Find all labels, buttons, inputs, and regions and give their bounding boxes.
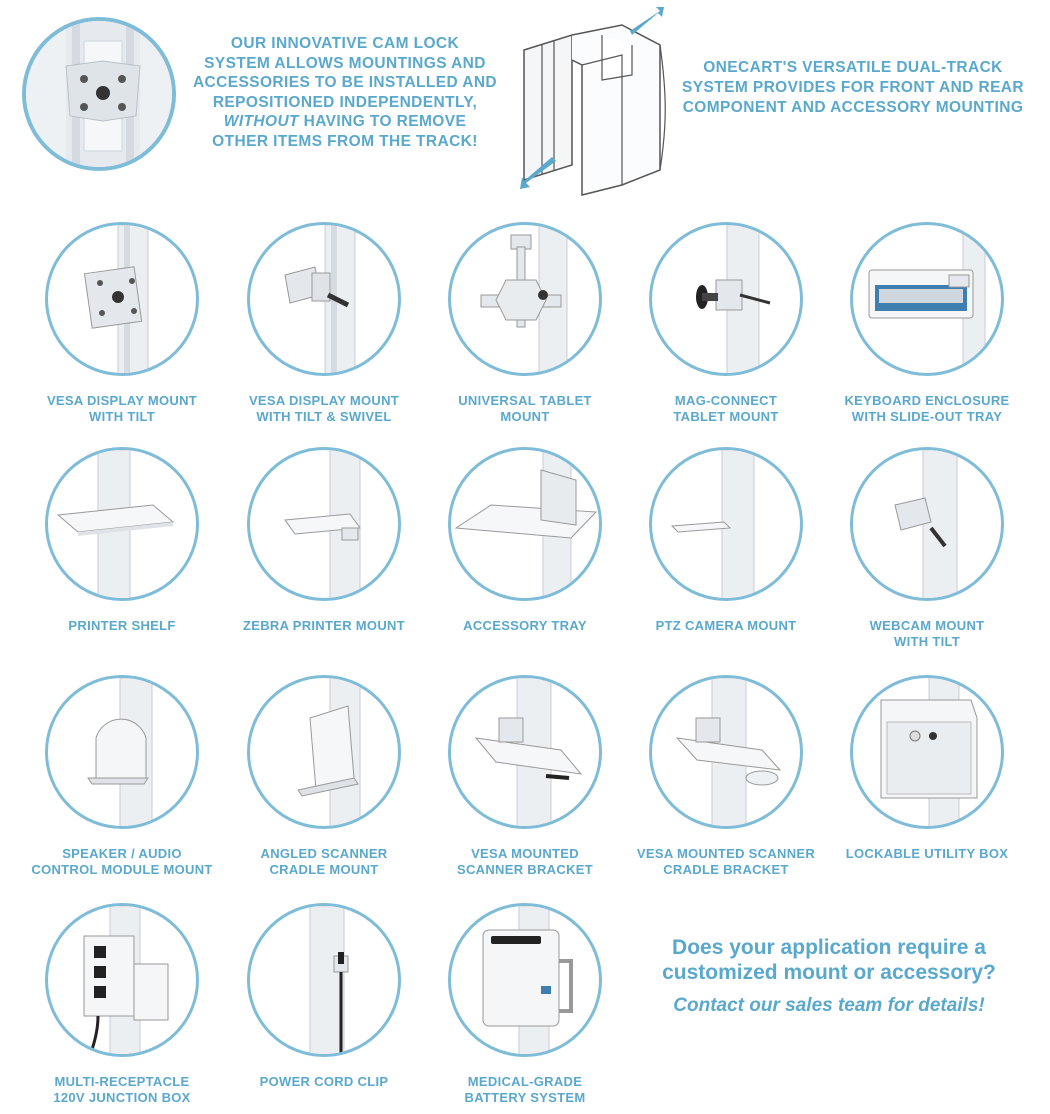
product-label: WEBCAM MOUNT WITH TILT [869, 618, 985, 649]
dual-track-profile-image [512, 5, 672, 200]
speaker-mount-icon [48, 678, 199, 829]
product-label: ANGLED SCANNER CRADLE MOUNT [260, 846, 388, 877]
product-zebra-printer-mount[interactable] [224, 447, 424, 634]
power-cord-clip-icon [250, 906, 401, 1057]
product-label: ZEBRA PRINTER MOUNT [243, 618, 405, 633]
product-vesa-display-mount-tilt-swivel[interactable] [224, 222, 424, 425]
intro-right-line: SYSTEM PROVIDES FOR FRONT AND REAR [682, 79, 1024, 96]
intro-right-line: ONECART'S VERSATILE DUAL-TRACK [703, 59, 1003, 76]
product-power-cord-clip[interactable] [224, 903, 424, 1090]
battery-system-icon [451, 906, 602, 1057]
vesa-swivel-icon [250, 225, 401, 376]
angled-scanner-icon [250, 678, 401, 829]
intro-left-line-rest: HAVING TO REMOVE [298, 113, 467, 130]
utility-box-icon [853, 678, 1004, 829]
product-image [448, 675, 602, 829]
product-image [45, 903, 199, 1057]
intro-left-line [180, 112, 510, 132]
ptz-camera-icon [652, 450, 803, 601]
accessory-tray-icon [451, 450, 602, 601]
product-image [649, 675, 803, 829]
vesa-tilt-icon [48, 225, 199, 376]
cam-lock-description [180, 34, 510, 151]
product-speaker-audio-mount[interactable] [22, 675, 222, 878]
printer-shelf-icon [48, 450, 199, 601]
product-image [247, 903, 401, 1057]
webcam-mount-icon [853, 450, 1004, 601]
product-universal-tablet-mount[interactable] [425, 222, 625, 425]
intro-left-line: OUR INNOVATIVE CAM LOCK [230, 35, 460, 52]
product-label: SPEAKER / AUDIO CONTROL MODULE MOUNT [31, 846, 213, 877]
product-vesa-scanner-cradle-bracket[interactable] [626, 675, 826, 878]
intro-left-line: OTHER ITEMS FROM THE TRACK! [212, 132, 478, 150]
product-label: MULTI-RECEPTACLE 120V JUNCTION BOX [53, 1074, 191, 1105]
contact-sales-link[interactable]: Contact our sales team for details! [673, 995, 985, 1016]
intro-right-line: COMPONENT AND ACCESSORY MOUNTING [682, 99, 1024, 116]
dual-track-illustration [512, 5, 672, 200]
keyboard-enclosure-icon [853, 225, 1004, 376]
product-label: ACCESSORY TRAY [463, 618, 587, 633]
product-image [247, 447, 401, 601]
custom-mount-question: Does your application require a customized mount or accessory? [662, 936, 996, 984]
product-mag-connect-tablet-mount[interactable] [626, 222, 826, 425]
cam-lock-illustration [26, 21, 176, 171]
product-image [448, 222, 602, 376]
product-image [850, 447, 1004, 601]
product-image [649, 222, 803, 376]
scanner-bracket-icon [451, 678, 602, 829]
mag-connect-icon [652, 225, 803, 376]
product-image [45, 675, 199, 829]
product-label: MEDICAL-GRADE BATTERY SYSTEM [464, 1074, 586, 1105]
product-image [45, 222, 199, 376]
product-multi-receptacle-junction-box[interactable] [22, 903, 222, 1106]
product-image [247, 222, 401, 376]
product-image [850, 222, 1004, 376]
intro-left-line: SYSTEM ALLOWS MOUNTINGS AND [204, 54, 486, 72]
product-image [45, 447, 199, 601]
intro-left-line: REPOSITIONED INDEPENDENTLY, [212, 93, 478, 111]
product-lockable-utility-box[interactable] [827, 675, 1027, 862]
product-image [448, 447, 602, 601]
intro-left-emphasis: WITHOUT [223, 113, 299, 130]
product-label: VESA DISPLAY MOUNT WITH TILT [46, 393, 198, 424]
product-label: PTZ CAMERA MOUNT [655, 618, 797, 633]
product-accessory-tray[interactable] [425, 447, 625, 634]
product-label: MAG-CONNECT TABLET MOUNT [673, 393, 779, 424]
product-label: LOCKABLE UTILITY BOX [845, 846, 1009, 861]
product-label: VESA MOUNTED SCANNER CRADLE BRACKET [636, 846, 816, 877]
product-angled-scanner-cradle[interactable] [224, 675, 424, 878]
cam-lock-detail-image [22, 17, 176, 171]
scanner-cradle-icon [652, 678, 803, 829]
tablet-icon [451, 225, 602, 376]
product-medical-grade-battery[interactable] [425, 903, 625, 1106]
intro-left-line: ACCESSORIES TO BE INSTALLED AND [192, 74, 498, 91]
product-label: PRINTER SHELF [68, 618, 176, 633]
product-image [247, 675, 401, 829]
product-label: POWER CORD CLIP [259, 1074, 389, 1089]
product-vesa-display-mount-tilt[interactable] [22, 222, 222, 425]
product-label: VESA DISPLAY MOUNT WITH TILT & SWIVEL [248, 393, 400, 424]
product-image [649, 447, 803, 601]
product-label: VESA MOUNTED SCANNER BRACKET [457, 846, 593, 877]
product-ptz-camera-mount[interactable] [626, 447, 826, 634]
product-vesa-scanner-bracket[interactable] [425, 675, 625, 878]
product-label: KEYBOARD ENCLOSURE WITH SLIDE-OUT TRAY [844, 393, 1010, 424]
product-webcam-mount-tilt[interactable] [827, 447, 1027, 650]
product-keyboard-enclosure[interactable] [827, 222, 1027, 425]
custom-mount-callout [634, 935, 1024, 1017]
zebra-printer-icon [250, 450, 401, 601]
product-image [850, 675, 1004, 829]
product-printer-shelf[interactable] [22, 447, 222, 634]
junction-box-icon [48, 906, 199, 1057]
product-label: UNIVERSAL TABLET MOUNT [458, 393, 592, 424]
product-image [448, 903, 602, 1057]
dual-track-description [672, 58, 1034, 118]
